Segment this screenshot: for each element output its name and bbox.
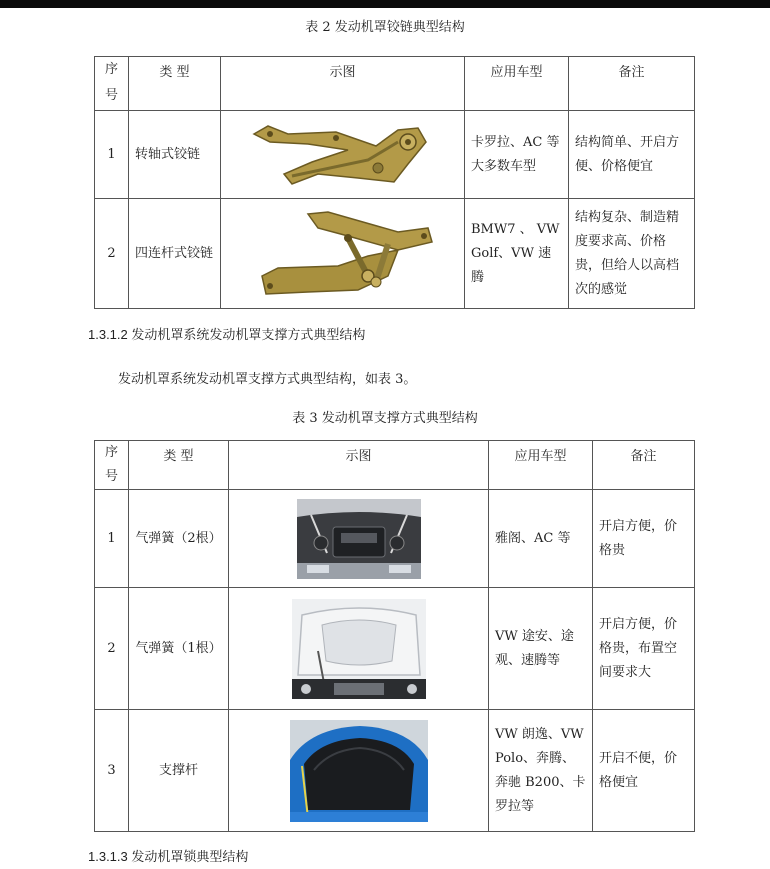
table2-row1-type: 转轴式铰链 (129, 111, 221, 199)
table2-row2-models: BMW7 、 VW Golf、VW 速腾 (465, 199, 569, 309)
table3-row2-figure (229, 588, 489, 710)
table3-row2-no: 2 (95, 588, 129, 710)
table2-row2-no: 2 (95, 199, 129, 309)
table3-header-models: 应用车型 (489, 441, 593, 490)
table3-row1-models: 雅阁、AC 等 (489, 490, 593, 588)
table2 (94, 56, 695, 309)
top-bar (0, 0, 770, 8)
table-row (95, 490, 695, 588)
table3-row1-type: 气弹簧（2根） (129, 490, 229, 588)
table3-row2-type: 气弹簧（1根） (129, 588, 229, 710)
table2-header-type: 类 型 (129, 57, 221, 111)
table2-header-note: 备注 (569, 57, 695, 111)
table2-row1-models: 卡罗拉、AC 等大多数车型 (465, 111, 569, 199)
table-row (95, 588, 695, 710)
table3-row2-note: 开启方便，价格贵，布置空间要求大 (593, 588, 695, 710)
table2-row2-type: 四连杆式铰链 (129, 199, 221, 309)
table3-header-type: 类 型 (129, 441, 229, 490)
table2-header-no: 序号 (95, 57, 129, 111)
table2-row2-note: 结构复杂、制造精度要求高、价格贵，但给人以高档次的感觉 (569, 199, 695, 309)
table3-row1-no: 1 (95, 490, 129, 588)
engine-bay-photo (297, 499, 421, 579)
section-heading-1313: 1.3.1.3 发动机罩锁典型结构 (88, 849, 249, 864)
table3-row3-note: 开启不便，价格便宜 (593, 710, 695, 832)
table2-caption: 表 2 发动机罩铰链典型结构 (305, 20, 465, 35)
table3-row3-figure (229, 710, 489, 832)
section-heading-1312: 1.3.1.2 发动机罩系统发动机罩支撑方式典型结构 (88, 327, 366, 342)
table3-header-no: 序号 (95, 441, 129, 490)
prop-rod-photo (290, 720, 428, 822)
table3-row1-note: 开启方便，价格贵 (593, 490, 695, 588)
four-bar-hinge-image (248, 206, 438, 302)
pivot-hinge-image (248, 120, 438, 190)
table3-row3-no: 3 (95, 710, 129, 832)
table3-row3-type: 支撑杆 (129, 710, 229, 832)
table-row (95, 199, 695, 309)
table3-row2-models: VW 途安、途观、速腾等 (489, 588, 593, 710)
table2-row1-note: 结构简单、开启方便、价格便宜 (569, 111, 695, 199)
table3-row1-figure (229, 490, 489, 588)
section-paragraph-1312: 发动机罩系统发动机罩支撑方式典型结构，如表 3。 (118, 372, 417, 387)
table2-header-row (95, 57, 695, 111)
open-hood-photo (292, 599, 426, 699)
table3-row3-models: VW 朗逸、VW Polo、奔腾、奔驰 B200、卡罗拉等 (489, 710, 593, 832)
table3-caption: 表 3 发动机罩支撑方式典型结构 (292, 411, 478, 426)
table-row (95, 111, 695, 199)
table3 (94, 440, 695, 832)
table2-row2-figure (221, 199, 465, 309)
table3-header-figure: 示图 (229, 441, 489, 490)
table2-header-figure: 示图 (221, 57, 465, 111)
table-row (95, 710, 695, 832)
table2-row1-no: 1 (95, 111, 129, 199)
table3-header-note: 备注 (593, 441, 695, 490)
table2-header-models: 应用车型 (465, 57, 569, 111)
table2-row1-figure (221, 111, 465, 199)
table3-header-row (95, 441, 695, 490)
